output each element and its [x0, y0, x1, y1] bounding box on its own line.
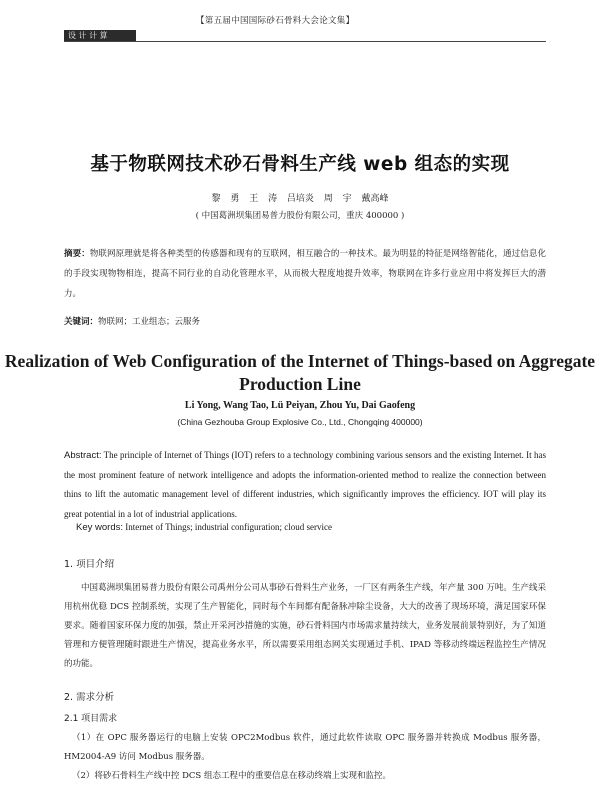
proceedings-header: 【第五届中国国际砂石骨料大会论文集】: [196, 16, 355, 26]
cn-affiliation: ( 中国葛洲坝集团易普力股份有限公司，重庆 400000 ): [195, 211, 405, 221]
section-tag: 设 计 计 算: [64, 30, 136, 42]
en-abstract-label: Abstract:: [64, 450, 102, 461]
section-2-heading: 2. 需求分析: [64, 692, 115, 703]
en-keywords: [76, 522, 546, 533]
en-affiliation: (China Gezhouba Group Explosive Co., Ltd., Chongqing 400000): [177, 417, 423, 427]
cn-title: 基于物联网技术砂石骨料生产线 web 组态的实现: [90, 154, 510, 175]
header-divider: [64, 41, 546, 42]
en-abstract-text: The principle of Internet of Things (IOT) refers to a technology combining various sensors and the existing Internet. It has the most prominent feature of network intelligence and adopts the information-oriented method to realize the connection between thins to lift the automatic management level of different industries, which significantly improves the efficiency. IOT will play its great potential in a lot of industrial applications.: [64, 450, 546, 519]
section-2-1-heading: 2.1 项目需求: [64, 714, 118, 724]
cn-abstract-text: 物联网原理就是将各种类型的传感器和现有的互联网，相互融合的一种技术。最为明显的特征是网络智能化，通过信息化的手段实现物物相连，提高不同行业的自动化管理水平，从而极大程度地提升效率，物联网在许多行业应用中将发挥巨大的潜力。: [64, 249, 546, 299]
en-keywords-text: Internet of Things; industrial configuration; cloud service: [125, 522, 333, 532]
en-keywords-label: Key words:: [76, 522, 123, 533]
requirement-item-2: （2）将砂石骨料生产线中控 DCS 组态工程中的重要信息在移动终端上实现和监控。: [72, 771, 391, 781]
cn-keywords: [64, 315, 546, 327]
cn-abstract: [64, 244, 546, 304]
section-1-heading: 1. 项目介绍: [64, 559, 115, 570]
en-abstract: [64, 446, 546, 524]
cn-keywords-text: 物联网；工业组态；云服务: [98, 317, 201, 327]
cn-abstract-label: 摘要：: [64, 249, 90, 259]
requirement-item-1: （1）在 OPC 服务器运行的电脑上安装 OPC2Modbus 软件，通过此软件读取 OPC 服务器并转换成 Modbus 服务器，HM2004-A9 访问 Modbus 服务器。: [64, 733, 546, 762]
cn-keywords-label: 关键词：: [64, 317, 99, 327]
en-title: Realization of Web Configuration of the Internet of Things-based on Aggregate Production Line: [4, 351, 596, 394]
section-1-body: 中国葛洲坝集团易普力股份有限公司禹州分公司从事砂石骨料生产业务，一厂区有两条生产线，年产量 300 万吨。生产线采用杭州优稳 DCS 控制系统，实现了生产智能化，同时每个车间都有配备脉冲除尘设备，大大的改善了现场环境，满足国家环保要求。随着国家环保力度的加强，禁止开采河沙措施的实施，砂石骨料国内市场需求量持续大，业务发展前景特别好，为了知道管理和方便管理随时跟进生产情况，提高业务水平，所以需要采用组态网关实现通过手机、IPAD 等移动终端远程监控生产情况的功能。: [64, 583, 546, 669]
en-authors: Li Yong, Wang Tao, Lü Peiyan, Zhou Yu, Dai Gaofeng: [184, 400, 416, 411]
cn-authors: 黎 勇 王 涛 吕培炎 周 宇 戴高峰: [211, 194, 389, 204]
